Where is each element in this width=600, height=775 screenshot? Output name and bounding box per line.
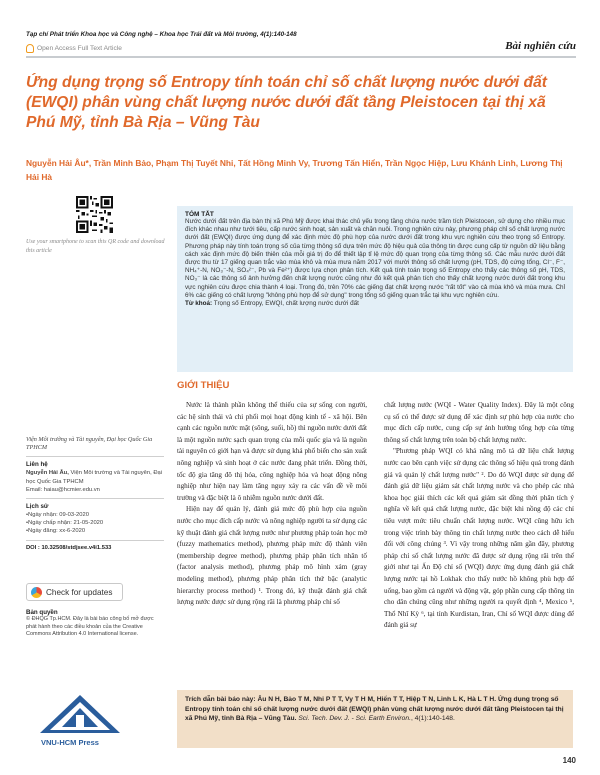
open-access-badge <box>26 44 122 53</box>
citation-volume: , 4(1):140-148. <box>410 715 455 723</box>
citation-text: Âu N H, Bảo T M, Nhi P T T, Vy T H M, Hiển T T, Hiệp T N, Linh L K, Hà L T H. Ứng dụng trọng số Entropy tính toán chỉ số chất lượng nước dưới đất (EWQI) phân vùng chất lượng nước dưới đất tầng Pleistocen tại thị xã Phú Mỹ, tỉnh Bà Rịa – Vũng Tàu. <box>185 696 564 723</box>
article-type-label: Bài nghiên cứu <box>505 40 576 52</box>
history-accepted: • Ngày chấp nhận: 21-05-2020 <box>26 519 166 527</box>
citation-journal: Sci. Tech. Dev. J. - Sci. Earth Environ. <box>296 715 411 723</box>
intro-paragraph: chất lượng nước (WQI - Water Quality Index). Đây là một công cụ số có thể được sử dụng để xác định sự phù hợp của nước cho mục đích cấp nước, cung cấp sự ảnh hưởng tổng hợp của từng thông số chất lượng trên toàn bộ chất lượng nước. <box>384 401 574 444</box>
keywords <box>185 300 565 308</box>
intro-paragraph: Nước là thành phần không thể thiếu của sự sống con người, các hệ sinh thái và chi phối mọi hoạt động kinh tế - xã hội. Bên cạnh các nguồn nước mặt (sông, suối, hồ) thì nguồn nước dưới đất là một nguồn nước sạch quan trọng của mỗi quốc gia và là nguồn tài nguyên có giới hạn và được sử dụng khá phổ biến cho sản xuất nông nghiệp và sinh hoạt ở các nước đang phát triển. Đồng thời, tốc độ gia tăng đô thị hóa, công nghiệp hóa và hoạt động nông nghiệp như hiện nay làm tăng nguy xảy ra các vấn đề về môi trường và đặc biệt là ô nhiễm nguồn nước dưới đất. <box>177 401 367 502</box>
open-access-label: Open Access Full Text Article <box>37 45 122 52</box>
page-number: 140 <box>562 756 576 765</box>
body-column-left <box>177 400 367 609</box>
citation-label: Trích dẫn bài báo này: <box>185 696 256 703</box>
history-published: • Ngày đăng: xx-6-2020 <box>26 527 166 535</box>
abstract-heading: TÓM TẮT <box>185 211 214 218</box>
sidebar-divider <box>26 540 164 541</box>
author-list: Nguyễn Hải Âu*, Trần Minh Bảo, Phạm Thị Tuyết Nhi, Tất Hồng Minh Vy, Trương Tấn Hiển, Trần Ngọc Hiệp, Lưu Khánh Linh, Lương Thị Hải Hà <box>26 158 563 182</box>
intro-paragraph: Hiện nay để quản lý, đánh giá mức độ phù hợp của nguồn nước cho mục đích cấp nước và nông nghiệp người ta sử dụng các kỹ thuật đánh giá chất lượng nước như phương pháp toán học mờ (fuzzy mathematics method), phương pháp mức độ thành viên (membership degree method), phương pháp phân tích nhân tố (factor analysis method), phương pháp mô hình xám (gray modeling method), phương pháp phân tích thứ bậc (analytic hierarchy process method) ¹. Trong đó, kỹ thuật đánh giá chất lượng nước được sử dụng rộng rãi là phương pháp chỉ số <box>177 505 367 607</box>
contact-name: Nguyễn Hải Âu, <box>26 470 69 477</box>
header-divider <box>26 56 576 58</box>
article-title: Ứng dụng trọng số Entropy tính toán chỉ số chất lượng nước dưới đất (EWQI) phân vùng chất lượng nước dưới đất tầng Pleistocen tại thị xã Phú Mỹ, tỉnh Bà Rịa – Vũng Tàu <box>26 74 547 131</box>
journal-header: Tạp chí Phát triển Khoa học và Công nghệ – Khoa học Trái đất và Môi trường, 4(1):140-148 <box>26 31 297 38</box>
vnu-press-logo-icon <box>34 693 126 735</box>
intro-paragraph: "Phương pháp WQI có khả năng mô tả dữ liệu chất lượng nước cao bên cạnh việc sử dụng các thông số hiệu quả trong đánh giá và quản lý chất lượng nước" ². Do đó WQI được sử dụng để đánh giá dữ liệu giám sát chất lượng nước và cho phép các nhà khoa học giải thích các kết quả giám sát đồng thời phân tích ý nghĩa về kết quả chất lượng nước, đặc biệt khi nồng độ các chỉ tiêu vượt mức tiêu chuẩn chất lượng nước. WQI cũng hữu ích trong việc trình bày thông tin chất lượng nước theo cách dễ hiểu đối với công chúng ³. Vì vậy trong những năm gần đây, phương pháp chỉ số chất lượng nước đã được sử dụng rộng rãi trên thế giới như tại Ấn Độ chỉ số (WQI) được ứng dụng đánh giá chất lượng nước tại hồ Lokhak cho thấy nước hồ không phù hợp để uống, bao gồm cả người và động vật, góp phần cung cấp thông tin cho dân chúng cũng như những người ra quyết định ⁴, Mexico ⁵, Thổ Nhĩ Kỳ ⁶, tại tỉnh Kurdistan, Iran, Chỉ số WQI được dùng để đánh giá sự <box>384 447 574 630</box>
contact-affiliation: Viện Môi trường và Tài nguyên, Đại học Quốc Gia TPHCM <box>26 470 163 485</box>
doi-link[interactable]: DOI : 10.32508/stdjsee.v4i1.533 <box>26 545 112 552</box>
article-info-sidebar <box>26 436 166 553</box>
contact-email[interactable]: Email: haiau@hcmier.edu.vn <box>26 486 100 493</box>
crossmark-icon <box>31 587 42 598</box>
qr-caption: Use your smartphone to scan this QR code and download this article <box>26 239 165 254</box>
author-affiliation: Viện Môi trường và Tài nguyên, Đại học Quốc Gia TPHCM <box>26 436 153 452</box>
citation-box <box>177 690 573 748</box>
open-lock-icon <box>26 44 34 53</box>
vnu-press-label: VNU-HCM Press <box>41 738 99 747</box>
abstract-box <box>177 206 573 372</box>
copyright-block <box>26 609 164 639</box>
history-heading: Lịch sử <box>26 502 49 510</box>
keywords-text: Trọng số Entropy, EWQI, chất lượng nước dưới đất <box>212 300 359 308</box>
contact-info <box>26 469 166 485</box>
copyright-heading: Bản quyền <box>26 609 58 616</box>
history-list <box>26 511 166 536</box>
check-for-updates-button[interactable] <box>26 583 123 601</box>
qr-code-icon[interactable] <box>76 196 113 233</box>
sidebar-divider <box>26 498 164 499</box>
check-updates-label: Check for updates <box>46 587 113 597</box>
copyright-text: © ĐHQG Tp.HCM. Đây là bài báo công bố mở được phát hành theo các điều khoản của the Creative Commons Attribution 4.0 International license. <box>26 616 154 638</box>
intro-heading: GIỚI THIỆU <box>177 380 230 391</box>
history-received: • Ngày nhận: 09-03-2020 <box>26 511 166 519</box>
contact-heading: Liên hệ <box>26 461 48 469</box>
sidebar-divider <box>26 456 164 457</box>
body-column-right <box>384 400 574 632</box>
abstract-text: Nước dưới đất trên địa bàn thị xã Phú Mỹ được khai thác chủ yếu trong tầng chứa nước trầm tích Pleistocen, sử dụng cho nhiều mục đích khác nhau như tưới tiêu, cấp nước sinh hoạt, sản xuất và chăn nuôi. Trong nghiên cứu này, phương pháp chỉ số chất lượng nước dưới đất (EWQI) được ứng dụng để xác định mức độ phù hợp của nước dưới đất trong khu vực nghiên cứu theo trọng số Entropy. Phương pháp này tính toán trọng số của từng thông số dựa trên mức độ hiệu quả của thông tin được cung cấp từ nguồn dữ liệu bằng cách xác định mức độ biến thiên của mỗi giá trị đo để thiết lập tỉ lệ mức độ quan trọng của từng thông số. Các mẫu nước dưới đất được thu từ 17 giếng quan trắc vào mùa khô và mùa mưa năm 2017 với mười thông số chất lượng (pH, TDS, độ cứng tổng, Cl⁻, F⁻, NH₄⁺-N, NO₃⁻-N, SO₄²⁻, Pb và Fe²⁺) được lựa chọn phân tích. Kết quả tính toán trọng số Entropy cho thấy các thông số pH, TDS, NO₃⁻ là các thông số ảnh hưởng đến chất lượng nước cũng như đó kết quả phân tích cho thấy chất lượng nước dưới đất trong khu vực nghiên cứu được chia thành 4 loại. Trong đó, trên 70% các giếng đạt chất lượng nước "rất tốt" vào cả mùa khô và mùa mưa. Chỉ 6% các giếng có chất lượng "không phù hợp để sử dụng" trong tổng số giếng quan trắc tại khu vực nghiên cứu. <box>185 218 565 299</box>
keywords-label: Từ khoá: <box>185 300 213 308</box>
